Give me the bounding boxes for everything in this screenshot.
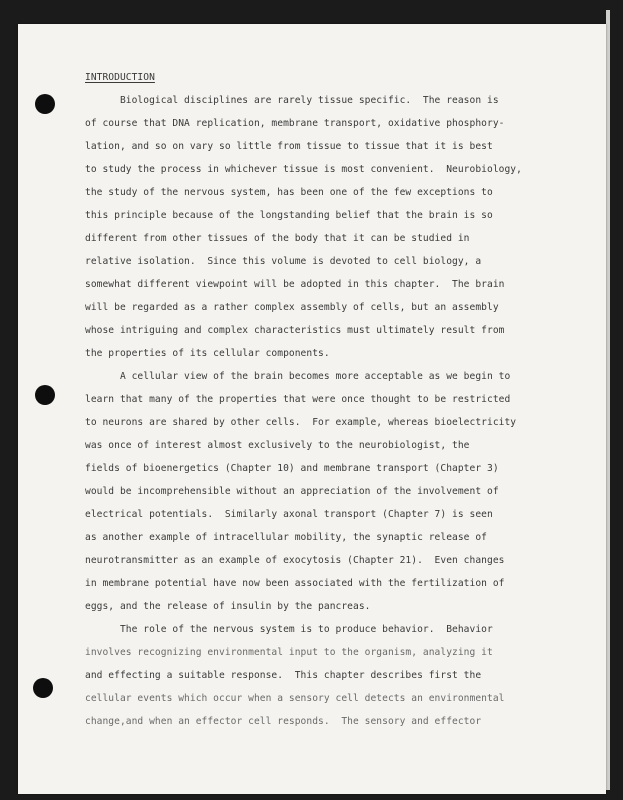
text-line: will be regarded as a rather complex assembly of cells, but an assembly [85,302,499,313]
text-line: of course that DNA replication, membrane transport, oxidative phosphory- [85,118,505,129]
text-line: involves recognizing environmental input to the organism, analyzing it [85,647,493,658]
text-line: cellular events which occur when a sensory cell detects an environmental [85,693,505,704]
text-line: fields of bioenergetics (Chapter 10) and membrane transport (Chapter 3) [85,463,499,474]
text-line: whose intriguing and complex characteristics must ultimately result from [85,325,505,336]
text-line: this principle because of the longstanding belief that the brain is so [85,210,493,221]
text-line: different from other tissues of the body that it can be studied in [85,233,470,244]
punch-hole-bottom [33,678,53,698]
text-line: neurotransmitter as an example of exocytosis (Chapter 21). Even changes [85,555,505,566]
text-line: A cellular view of the brain becomes more acceptable as we begin to [85,371,511,382]
text-line: would be incomprehensible without an appreciation of the involvement of [85,486,499,497]
section-heading: INTRODUCTION [85,72,155,83]
text-line: learn that many of the properties that were once thought to be restricted [85,394,511,405]
text-line: change,and when an effector cell responds. The sensory and effector [85,716,482,727]
text-line: was once of interest almost exclusively to the neurobiologist, the [85,440,470,451]
text-line: the properties of its cellular components. [85,348,330,359]
text-line: electrical potentials. Similarly axonal transport (Chapter 7) is seen [85,509,493,520]
text-line: and effecting a suitable response. This chapter describes first the [85,670,482,681]
text-line: the study of the nervous system, has been one of the few exceptions to [85,187,493,198]
text-line: in membrane potential have now been associated with the fertilization of [85,578,505,589]
punch-hole-top [35,94,55,114]
punch-hole-middle [35,385,55,405]
text-line: The role of the nervous system is to produce behavior. Behavior [85,624,493,635]
text-line: eggs, and the release of insulin by the pancreas. [85,601,371,612]
text-line: as another example of intracellular mobility, the synaptic release of [85,532,487,543]
text-line: lation, and so on vary so little from tissue to tissue that it is best [85,141,493,152]
text-line: somewhat different viewpoint will be adopted in this chapter. The brain [85,279,505,290]
page-edge [606,10,610,790]
text-line: to neurons are shared by other cells. For example, whereas bioelectricity [85,417,517,428]
text-line: to study the process in whichever tissue is most convenient. Neurobiology, [85,164,522,175]
text-line: Biological disciplines are rarely tissue specific. The reason is [85,95,499,106]
text-line: relative isolation. Since this volume is devoted to cell biology, a [85,256,482,267]
